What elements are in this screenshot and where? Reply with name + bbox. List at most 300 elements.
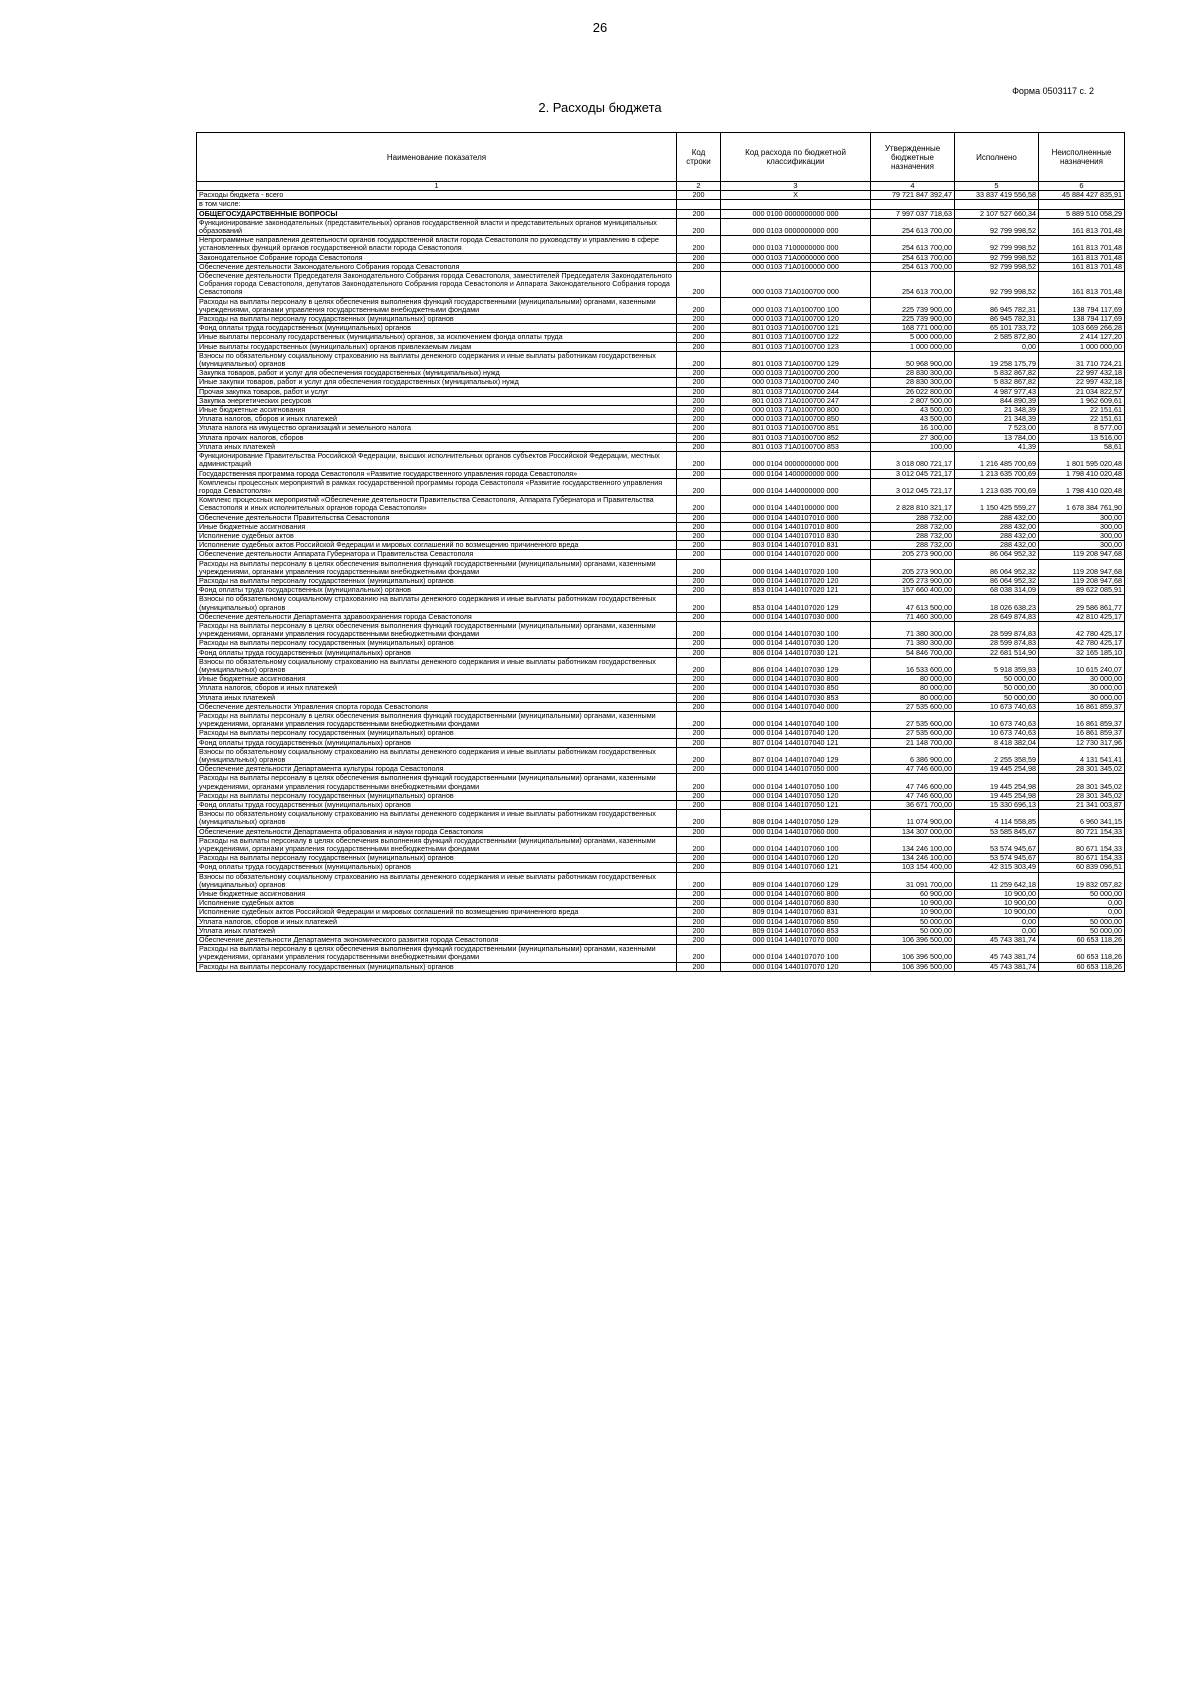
indicator-name: Расходы на выплаты персоналу государственных (муниципальных) органов — [197, 854, 677, 863]
unexecuted-amount: 80 721 154,33 — [1039, 827, 1125, 836]
approved-amount: 80 000,00 — [871, 693, 955, 702]
header-name: Наименование показателя — [197, 133, 677, 182]
table-row — [197, 522, 1125, 531]
indicator-name: ОБЩЕГОСУДАРСТВЕННЫЕ ВОПРОСЫ — [197, 209, 677, 218]
indicator-name: Фонд оплаты труда государственных (муниципальных) органов — [197, 863, 677, 872]
executed-amount: 22 681 514,90 — [955, 648, 1039, 657]
unexecuted-amount: 16 861 859,37 — [1039, 711, 1125, 728]
line-code: 200 — [677, 836, 721, 853]
unexecuted-amount: 80 671 154,33 — [1039, 854, 1125, 863]
approved-amount: 36 671 700,00 — [871, 801, 955, 810]
line-code: 200 — [677, 595, 721, 612]
classification-code: 000 0103 71А0000000 000 — [721, 253, 871, 262]
indicator-name: Исполнение судебных актов Российской Федерации и мировых соглашений по возмещению причиненного вреда — [197, 908, 677, 917]
column-number: 6 — [1039, 182, 1125, 191]
approved-amount: 134 246 100,00 — [871, 836, 955, 853]
indicator-name: Уплата прочих налогов, сборов — [197, 433, 677, 442]
classification-code: 000 0103 71А0100700 240 — [721, 378, 871, 387]
unexecuted-amount: 8 577,00 — [1039, 424, 1125, 433]
unexecuted-amount: 60 653 118,26 — [1039, 962, 1125, 971]
classification-code: 000 0103 71А0100700 800 — [721, 406, 871, 415]
indicator-name: Фонд оплаты труда государственных (муниципальных) органов — [197, 586, 677, 595]
table-row — [197, 576, 1125, 585]
classification-code: 000 0104 1440107030 850 — [721, 684, 871, 693]
indicator-name: Фонд оплаты труда государственных (муниципальных) органов — [197, 801, 677, 810]
unexecuted-amount — [1039, 200, 1125, 209]
executed-amount: 42 315 303,49 — [955, 863, 1039, 872]
unexecuted-amount: 80 671 154,33 — [1039, 836, 1125, 853]
table-row — [197, 369, 1125, 378]
line-code: 200 — [677, 621, 721, 638]
table-row — [197, 675, 1125, 684]
indicator-name: Исполнение судебных актов Российской Федерации и мировых соглашений по возмещению причиненного вреда — [197, 541, 677, 550]
approved-amount: 288 732,00 — [871, 531, 955, 540]
approved-amount: 10 900,00 — [871, 908, 955, 917]
approved-amount: 27 300,00 — [871, 433, 955, 442]
executed-amount: 21 348,39 — [955, 415, 1039, 424]
line-code: 200 — [677, 747, 721, 764]
approved-amount: 134 246 100,00 — [871, 854, 955, 863]
indicator-name: Расходы на выплаты персоналу в целях обеспечения выполнения функций государственными (муниципальными) органами, казенными учреждениями, органами управления государственными внебюджетными фондами — [197, 945, 677, 962]
classification-code: 000 0104 1440107010 800 — [721, 522, 871, 531]
executed-amount: 28 599 874,83 — [955, 639, 1039, 648]
approved-amount: 1 000 000,00 — [871, 342, 955, 351]
table-row — [197, 387, 1125, 396]
unexecuted-amount: 1 801 595 020,48 — [1039, 452, 1125, 469]
line-code: 200 — [677, 531, 721, 540]
executed-amount: 21 348,39 — [955, 406, 1039, 415]
table-row — [197, 351, 1125, 368]
unexecuted-amount: 22 997 432,18 — [1039, 378, 1125, 387]
table-row — [197, 827, 1125, 836]
classification-code: 000 0104 1440107050 120 — [721, 791, 871, 800]
table-row — [197, 550, 1125, 559]
classification-code: 801 0103 71А0100700 129 — [721, 351, 871, 368]
table-row — [197, 684, 1125, 693]
indicator-name: Взносы по обязательному социальному страхованию на выплаты денежного содержания и иные выплаты работникам государственных (муниципальных) органов — [197, 657, 677, 674]
classification-code: X — [721, 191, 871, 200]
table-row — [197, 200, 1125, 209]
indicator-name: Исполнение судебных актов — [197, 531, 677, 540]
classification-code: 801 0103 71А0100700 244 — [721, 387, 871, 396]
classification-code: 000 0104 1440107010 000 — [721, 513, 871, 522]
indicator-name: Расходы на выплаты персоналу в целях обеспечения выполнения функций государственными (муниципальными) органами, казенными учреждениями, органами управления государственными внебюджетными фондами — [197, 559, 677, 576]
indicator-name: Уплата налога на имущество организаций и земельного налога — [197, 424, 677, 433]
table-row — [197, 854, 1125, 863]
indicator-name: Фонд оплаты труда государственных (муниципальных) органов — [197, 324, 677, 333]
classification-code: 807 0104 1440107040 121 — [721, 738, 871, 747]
page-title: 2. Расходы бюджета — [538, 100, 662, 115]
line-code: 200 — [677, 415, 721, 424]
classification-code: 000 0100 0000000000 000 — [721, 209, 871, 218]
unexecuted-amount: 1 798 410 020,48 — [1039, 469, 1125, 478]
unexecuted-amount: 5 889 510 058,29 — [1039, 209, 1125, 218]
unexecuted-amount: 138 794 117,69 — [1039, 315, 1125, 324]
classification-code: 803 0104 1440107010 831 — [721, 541, 871, 550]
header-code: Код строки — [677, 133, 721, 182]
line-code: 200 — [677, 917, 721, 926]
classification-code: 000 0103 7100000000 000 — [721, 236, 871, 253]
unexecuted-amount: 30 000,00 — [1039, 684, 1125, 693]
table-row — [197, 236, 1125, 253]
unexecuted-amount: 22 151,61 — [1039, 406, 1125, 415]
classification-code: 000 0104 1440107060 850 — [721, 917, 871, 926]
line-code: 200 — [677, 191, 721, 200]
table-row — [197, 639, 1125, 648]
executed-amount: 0,00 — [955, 917, 1039, 926]
executed-amount: 45 743 381,74 — [955, 962, 1039, 971]
approved-amount: 50 000,00 — [871, 917, 955, 926]
indicator-name: Государственная программа города Севастополя «Развитие государственного управления города Севастополя» — [197, 469, 677, 478]
classification-code: 853 0104 1440107020 129 — [721, 595, 871, 612]
unexecuted-amount: 161 813 701,48 — [1039, 236, 1125, 253]
approved-amount: 43 500,00 — [871, 406, 955, 415]
unexecuted-amount: 300,00 — [1039, 531, 1125, 540]
line-code: 200 — [677, 890, 721, 899]
unexecuted-amount: 32 165 185,10 — [1039, 648, 1125, 657]
approved-amount: 27 535 600,00 — [871, 711, 955, 728]
line-code: 200 — [677, 576, 721, 585]
line-code: 200 — [677, 478, 721, 495]
line-code: 200 — [677, 522, 721, 531]
table-row — [197, 218, 1125, 235]
classification-code: 801 0103 71А0100700 851 — [721, 424, 871, 433]
table-row — [197, 442, 1125, 451]
unexecuted-amount: 161 813 701,48 — [1039, 253, 1125, 262]
classification-code: 000 0104 1440107070 100 — [721, 945, 871, 962]
indicator-name: Фонд оплаты труда государственных (муниципальных) органов — [197, 738, 677, 747]
classification-code: 000 0104 1440107050 000 — [721, 765, 871, 774]
approved-amount — [871, 200, 955, 209]
indicator-name: Расходы бюджета - всего — [197, 191, 677, 200]
table-row — [197, 936, 1125, 945]
unexecuted-amount: 16 861 859,37 — [1039, 702, 1125, 711]
approved-amount: 103 154 400,00 — [871, 863, 955, 872]
indicator-name: Обеспечение деятельности Законодательного Собрания города Севастополя — [197, 262, 677, 271]
line-code: 200 — [677, 333, 721, 342]
table-row — [197, 729, 1125, 738]
unexecuted-amount: 42 780 425,17 — [1039, 639, 1125, 648]
classification-code: 000 0104 1440107050 100 — [721, 774, 871, 791]
classification-code: 808 0104 1440107050 121 — [721, 801, 871, 810]
executed-amount: 844 890,39 — [955, 396, 1039, 405]
table-row — [197, 962, 1125, 971]
classification-code: 801 0103 71А0100700 123 — [721, 342, 871, 351]
approved-amount: 50 000,00 — [871, 926, 955, 935]
table-row — [197, 711, 1125, 728]
line-code: 200 — [677, 396, 721, 405]
indicator-name: Фонд оплаты труда государственных (муниципальных) органов — [197, 648, 677, 657]
indicator-name: Обеспечение деятельности Управления спорта города Севастополя — [197, 702, 677, 711]
indicator-name: Обеспечение деятельности Департамента экономического развития города Севастополя — [197, 936, 677, 945]
unexecuted-amount: 0,00 — [1039, 908, 1125, 917]
classification-code: 000 0103 71А0100700 200 — [721, 369, 871, 378]
executed-amount: 0,00 — [955, 342, 1039, 351]
line-code: 200 — [677, 657, 721, 674]
executed-amount: 65 101 733,72 — [955, 324, 1039, 333]
table-row — [197, 612, 1125, 621]
classification-code: 806 0104 1440107030 129 — [721, 657, 871, 674]
unexecuted-amount: 16 861 859,37 — [1039, 729, 1125, 738]
line-code: 200 — [677, 342, 721, 351]
indicator-name: Уплата иных платежей — [197, 926, 677, 935]
unexecuted-amount: 21 034 822,57 — [1039, 387, 1125, 396]
indicator-name: Расходы на выплаты персоналу государственных (муниципальных) органов — [197, 729, 677, 738]
executed-amount: 1 213 635 700,69 — [955, 478, 1039, 495]
approved-amount: 31 091 700,00 — [871, 872, 955, 889]
unexecuted-amount: 119 208 947,68 — [1039, 559, 1125, 576]
executed-amount: 2 107 527 660,34 — [955, 209, 1039, 218]
table-row — [197, 433, 1125, 442]
approved-amount: 157 660 400,00 — [871, 586, 955, 595]
line-code: 200 — [677, 209, 721, 218]
classification-code: 000 0104 0000000000 000 — [721, 452, 871, 469]
table-row — [197, 315, 1125, 324]
classification-code: 000 0104 1440000000 000 — [721, 478, 871, 495]
line-code: 200 — [677, 936, 721, 945]
header-approved: Утвержденные бюджетные назначения — [871, 133, 955, 182]
form-code: Форма 0503117 с. 2 — [1012, 86, 1094, 96]
executed-amount: 288 432,00 — [955, 531, 1039, 540]
line-code: 200 — [677, 369, 721, 378]
executed-amount: 10 900,00 — [955, 890, 1039, 899]
table-row — [197, 424, 1125, 433]
indicator-name: Иные бюджетные ассигнования — [197, 890, 677, 899]
executed-amount: 4 114 558,85 — [955, 810, 1039, 827]
indicator-name: Расходы на выплаты персоналу государственных (муниципальных) органов — [197, 962, 677, 971]
approved-amount: 3 018 080 721,17 — [871, 452, 955, 469]
table-row — [197, 693, 1125, 702]
executed-amount: 1 150 425 559,27 — [955, 496, 1039, 513]
column-number: 3 — [721, 182, 871, 191]
approved-amount: 106 396 500,00 — [871, 962, 955, 971]
approved-amount: 7 997 037 718,63 — [871, 209, 955, 218]
unexecuted-amount: 6 960 341,15 — [1039, 810, 1125, 827]
unexecuted-amount: 13 516,00 — [1039, 433, 1125, 442]
approved-amount: 106 396 500,00 — [871, 945, 955, 962]
unexecuted-amount: 60 653 118,26 — [1039, 936, 1125, 945]
approved-amount: 27 535 600,00 — [871, 729, 955, 738]
executed-amount: 2 585 872,80 — [955, 333, 1039, 342]
indicator-name: Расходы на выплаты персоналу в целях обеспечения выполнения функций государственными (муниципальными) органами, казенными учреждениями, органами управления государственными внебюджетными фондами — [197, 621, 677, 638]
unexecuted-amount: 1 798 410 020,48 — [1039, 478, 1125, 495]
line-code: 200 — [677, 424, 721, 433]
unexecuted-amount: 22 151,61 — [1039, 415, 1125, 424]
indicator-name: Взносы по обязательному социальному страхованию на выплаты денежного содержания и иные выплаты работникам государственных (муниципальных) органов — [197, 351, 677, 368]
classification-code: 801 0103 71А0100700 122 — [721, 333, 871, 342]
line-code — [677, 200, 721, 209]
executed-amount: 2 255 358,59 — [955, 747, 1039, 764]
approved-amount: 3 012 045 721,17 — [871, 478, 955, 495]
header-unexecuted: Неисполненные назначения — [1039, 133, 1125, 182]
table-row — [197, 899, 1125, 908]
indicator-name: Расходы на выплаты персоналу государственных (муниципальных) органов — [197, 315, 677, 324]
approved-amount: 205 273 900,00 — [871, 550, 955, 559]
executed-amount: 92 799 998,52 — [955, 253, 1039, 262]
executed-amount: 86 945 782,31 — [955, 297, 1039, 314]
table-row — [197, 747, 1125, 764]
approved-amount: 28 830 300,00 — [871, 369, 955, 378]
indicator-name: Иные выплаты персоналу государственных (муниципальных) органов, за исключением фонда оплаты труда — [197, 333, 677, 342]
classification-code: 000 0104 1440107040 000 — [721, 702, 871, 711]
approved-amount: 16 100,00 — [871, 424, 955, 433]
table-row — [197, 863, 1125, 872]
column-number: 5 — [955, 182, 1039, 191]
classification-code: 809 0104 1440107060 121 — [721, 863, 871, 872]
column-number: 2 — [677, 182, 721, 191]
line-code: 200 — [677, 496, 721, 513]
indicator-name: Расходы на выплаты персоналу государственных (муниципальных) органов — [197, 576, 677, 585]
indicator-name: Расходы на выплаты персоналу государственных (муниципальных) органов — [197, 639, 677, 648]
approved-amount: 168 771 000,00 — [871, 324, 955, 333]
classification-code: 809 0104 1440107060 853 — [721, 926, 871, 935]
executed-amount: 288 432,00 — [955, 513, 1039, 522]
indicator-name: Взносы по обязательному социальному страхованию на выплаты денежного содержания и иные выплаты работникам государственных (муниципальных) органов — [197, 747, 677, 764]
approved-amount: 2 807 500,00 — [871, 396, 955, 405]
line-code: 200 — [677, 559, 721, 576]
indicator-name: Обеспечение деятельности Правительства Севастополя — [197, 513, 677, 522]
executed-amount: 53 574 945,67 — [955, 836, 1039, 853]
executed-amount: 1 216 485 700,69 — [955, 452, 1039, 469]
executed-amount: 5 832 867,82 — [955, 378, 1039, 387]
unexecuted-amount: 28 301 345,02 — [1039, 774, 1125, 791]
classification-code: 000 0104 1440107040 100 — [721, 711, 871, 728]
approved-amount: 254 613 700,00 — [871, 218, 955, 235]
executed-amount: 50 000,00 — [955, 693, 1039, 702]
table-row — [197, 810, 1125, 827]
unexecuted-amount: 300,00 — [1039, 513, 1125, 522]
classification-code: 000 0104 1440107060 800 — [721, 890, 871, 899]
executed-amount: 19 445 254,98 — [955, 765, 1039, 774]
line-code: 200 — [677, 648, 721, 657]
executed-amount: 18 026 638,23 — [955, 595, 1039, 612]
classification-code: 000 0104 1440107020 100 — [721, 559, 871, 576]
indicator-name: Расходы на выплаты персоналу в целях обеспечения выполнения функций государственными (муниципальными) органами, казенными учреждениями, органами управления государственными внебюджетными фондами — [197, 297, 677, 314]
approved-amount: 71 380 300,00 — [871, 639, 955, 648]
classification-code: 000 0104 1440107010 830 — [721, 531, 871, 540]
approved-amount: 11 074 900,00 — [871, 810, 955, 827]
indicator-name: Расходы на выплаты персоналу в целях обеспечения выполнения функций государственными (муниципальными) органами, казенными учреждениями, органами управления государственными внебюджетными фондами — [197, 711, 677, 728]
executed-amount: 45 743 381,74 — [955, 936, 1039, 945]
line-code: 200 — [677, 774, 721, 791]
classification-code: 000 0103 71А0100700 120 — [721, 315, 871, 324]
classification-code: 808 0104 1440107050 129 — [721, 810, 871, 827]
executed-amount: 41,39 — [955, 442, 1039, 451]
table-row — [197, 262, 1125, 271]
line-code: 200 — [677, 899, 721, 908]
indicator-name: Взносы по обязательному социальному страхованию на выплаты денежного содержания и иные выплаты работникам государственных (муниципальных) органов — [197, 810, 677, 827]
executed-amount: 19 445 254,98 — [955, 791, 1039, 800]
executed-amount: 13 784,00 — [955, 433, 1039, 442]
indicator-name: Обеспечение деятельности Департамента образования и науки города Севастополя — [197, 827, 677, 836]
unexecuted-amount: 19 832 057,82 — [1039, 872, 1125, 889]
expenses-table — [196, 132, 1125, 972]
executed-amount: 45 743 381,74 — [955, 945, 1039, 962]
executed-amount: 10 673 740,63 — [955, 729, 1039, 738]
classification-code: 000 0103 71А0100700 000 — [721, 272, 871, 298]
indicator-name: Функционирование Правительства Российской Федерации, высших исполнительных органов субъектов Российской Федерации, местных администраций — [197, 452, 677, 469]
approved-amount: 27 535 600,00 — [871, 702, 955, 711]
approved-amount: 47 746 600,00 — [871, 765, 955, 774]
classification-code: 801 0103 71А0100700 852 — [721, 433, 871, 442]
approved-amount: 254 613 700,00 — [871, 236, 955, 253]
executed-amount: 4 987 977,43 — [955, 387, 1039, 396]
approved-amount: 3 012 045 721,17 — [871, 469, 955, 478]
approved-amount: 100,00 — [871, 442, 955, 451]
executed-amount: 10 900,00 — [955, 899, 1039, 908]
classification-code: 000 0104 1400000000 000 — [721, 469, 871, 478]
indicator-name: Иные закупки товаров, работ и услуг для обеспечения государственных (муниципальных) нужд — [197, 378, 677, 387]
unexecuted-amount: 50 000,00 — [1039, 917, 1125, 926]
unexecuted-amount: 42 780 425,17 — [1039, 621, 1125, 638]
line-code: 200 — [677, 315, 721, 324]
unexecuted-amount: 161 813 701,48 — [1039, 262, 1125, 271]
indicator-name: Уплата налогов, сборов и иных платежей — [197, 917, 677, 926]
table-row — [197, 621, 1125, 638]
line-code: 200 — [677, 612, 721, 621]
classification-code: 000 0104 1440107040 120 — [721, 729, 871, 738]
indicator-name: Законодательное Собрание города Севастополя — [197, 253, 677, 262]
table-row — [197, 496, 1125, 513]
unexecuted-amount: 2 414 127,20 — [1039, 333, 1125, 342]
line-code: 200 — [677, 693, 721, 702]
approved-amount: 288 732,00 — [871, 541, 955, 550]
classification-code: 000 0104 1440107060 830 — [721, 899, 871, 908]
line-code: 200 — [677, 675, 721, 684]
executed-amount: 86 064 952,32 — [955, 559, 1039, 576]
classification-code: 801 0103 71А0100700 853 — [721, 442, 871, 451]
executed-amount: 28 599 874,83 — [955, 621, 1039, 638]
indicator-name: Иные бюджетные ассигнования — [197, 675, 677, 684]
column-number: 1 — [197, 182, 677, 191]
indicator-name: Взносы по обязательному социальному страхованию на выплаты денежного содержания и иные выплаты работникам государственных (муниципальных) органов — [197, 595, 677, 612]
line-code: 200 — [677, 433, 721, 442]
unexecuted-amount: 58,61 — [1039, 442, 1125, 451]
classification-code: 809 0104 1440107060 129 — [721, 872, 871, 889]
executed-amount: 1 213 635 700,69 — [955, 469, 1039, 478]
executed-amount: 92 799 998,52 — [955, 262, 1039, 271]
indicator-name: Иные выплаты государственных (муниципальных) органов привлекаемым лицам — [197, 342, 677, 351]
line-code: 200 — [677, 262, 721, 271]
executed-amount: 288 432,00 — [955, 541, 1039, 550]
indicator-name: Закупка энергетических ресурсов — [197, 396, 677, 405]
approved-amount: 79 721 847 392,47 — [871, 191, 955, 200]
line-code: 200 — [677, 442, 721, 451]
approved-amount: 28 830 300,00 — [871, 378, 955, 387]
approved-amount: 288 732,00 — [871, 522, 955, 531]
classification-code: 000 0104 1440107030 800 — [721, 675, 871, 684]
indicator-name: Уплата иных платежей — [197, 693, 677, 702]
unexecuted-amount: 29 586 861,77 — [1039, 595, 1125, 612]
approved-amount: 6 386 900,00 — [871, 747, 955, 764]
indicator-name: Уплата иных платежей — [197, 442, 677, 451]
indicator-name: Расходы на выплаты персоналу государственных (муниципальных) органов — [197, 791, 677, 800]
executed-amount: 50 000,00 — [955, 675, 1039, 684]
line-code: 200 — [677, 926, 721, 935]
unexecuted-amount: 50 000,00 — [1039, 926, 1125, 935]
indicator-name: Уплата налогов, сборов и иных платежей — [197, 415, 677, 424]
line-code: 200 — [677, 729, 721, 738]
unexecuted-amount: 300,00 — [1039, 522, 1125, 531]
table-row — [197, 513, 1125, 522]
table-row — [197, 872, 1125, 889]
indicator-name: Обеспечение деятельности Председателя Законодательного Собрания города Севастополя, заместителей Председателя Законодательного Собрания города Севастополя, депутатов Законодательного Собрания города Севастополя и Аппарата Законодательного Собрания города Севастополя — [197, 272, 677, 298]
approved-amount: 288 732,00 — [871, 513, 955, 522]
classification-code — [721, 200, 871, 209]
table-row — [197, 908, 1125, 917]
indicator-name: Комплексы процессных мероприятий в рамках государственной программы города Севастополя «Развитие государственного управления города Севастополя» — [197, 478, 677, 495]
indicator-name: Закупка товаров, работ и услуг для обеспечения государственных (муниципальных) нужд — [197, 369, 677, 378]
